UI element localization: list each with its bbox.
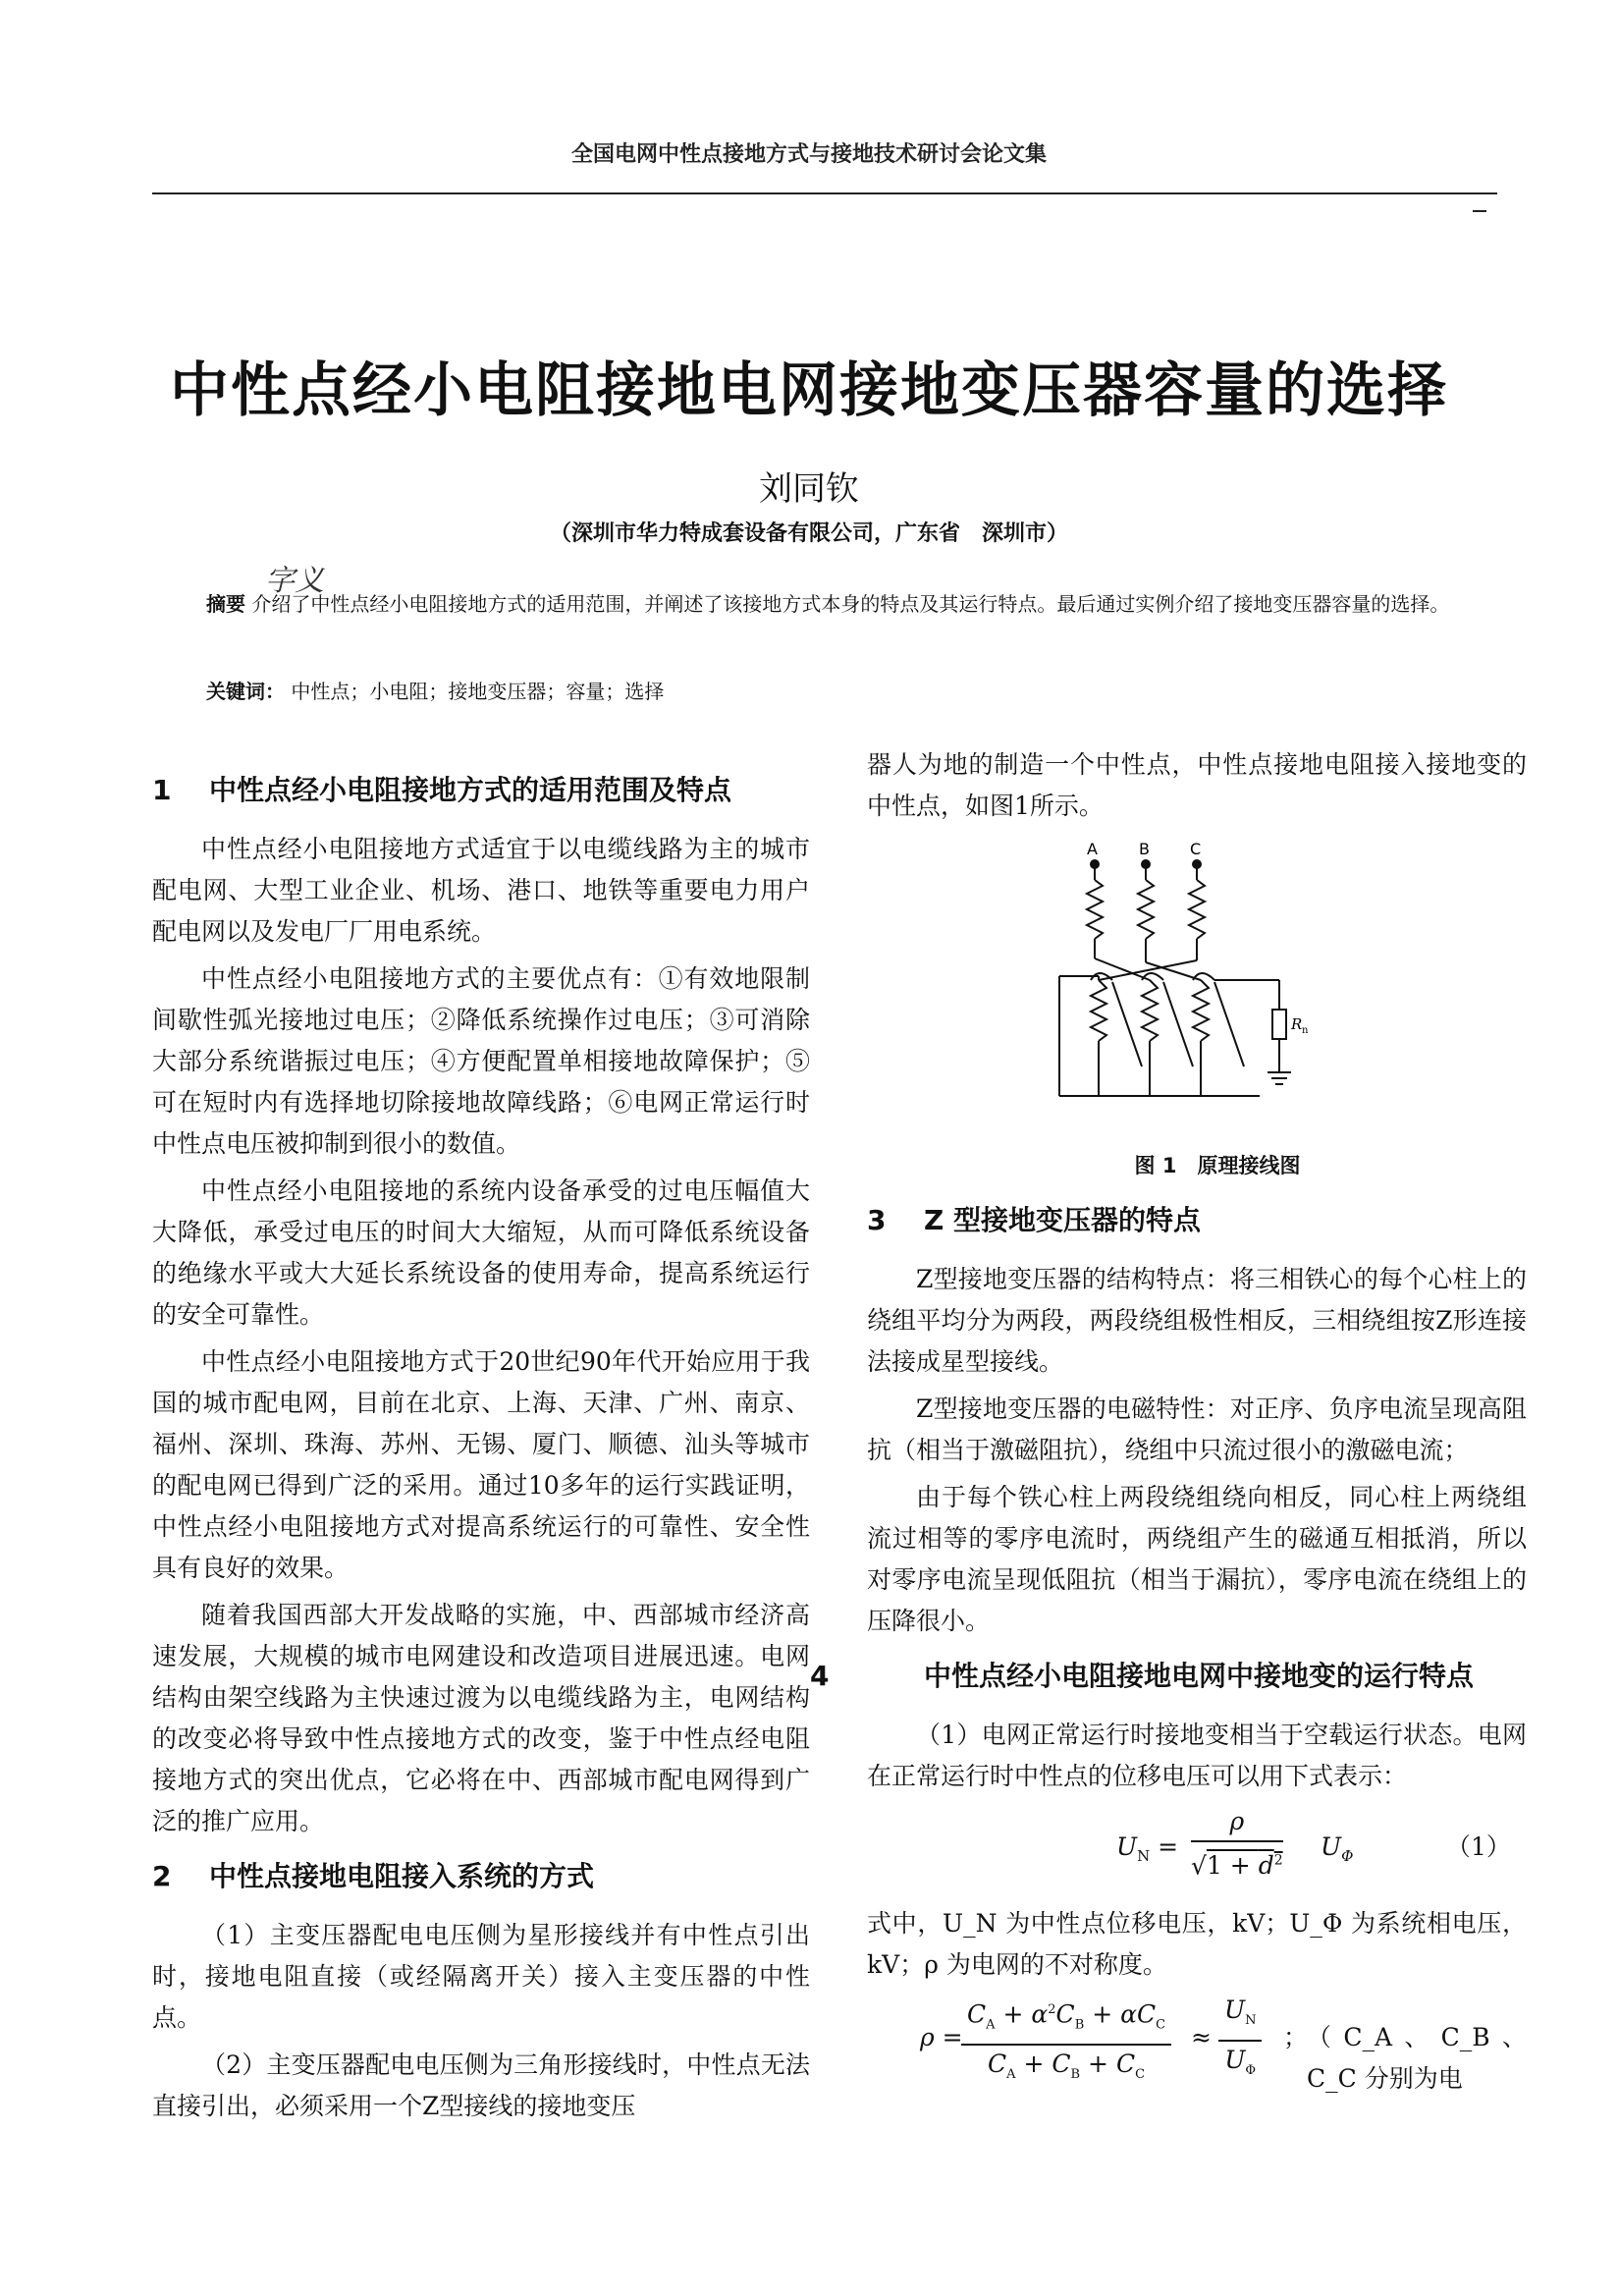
author: 刘同钦 — [759, 469, 859, 509]
section-4-heading: 4 中性点经小电阻接地电网中接地变的运行特点 — [810, 1660, 1475, 1692]
eq2-fraction: $C_A + \alpha^2C_B + \alpha C_C$ $C_A + C_B + C_C$ — [961, 1992, 1171, 2094]
abstract — [206, 585, 1492, 623]
keywords — [206, 676, 1492, 704]
circuit-diagram — [867, 833, 1527, 1145]
eq2-lhs: ρ = — [920, 2023, 963, 2051]
header-rule-tick — [1473, 210, 1486, 212]
eq1-lhs: $U_N$ = — [1116, 1832, 1179, 1865]
abstract-text: 介绍了中性点经小电阻接地方式的适用范围，并阐述了该接地方式本身的特点及其运行特点。最后通过实例介绍了接地变压器容量的选择。 — [251, 592, 1450, 616]
section-1-heading: 1 中性点经小电阻接地方式的适用范围及特点 — [152, 774, 732, 806]
keywords-label: 关键词： — [206, 680, 285, 703]
paragraph: （2）主变压器配电电压侧为三角形接线时，中性点无法直接引出，必须采用一个Z型接线的接地变压 — [152, 2050, 810, 2120]
phase-a-label: A — [1087, 840, 1098, 858]
handwritten-annotation: 字义 — [265, 564, 324, 598]
keywords-text: 中性点；小电阻；接地变压器；容量；选择 — [291, 680, 665, 703]
eq2-ratio: $\frac{U_N}{U_\Phi}$ — [1218, 1992, 1262, 2090]
paragraph: 中性点经小电阻接地的系统内设备承受的过电压幅值大大降低，承受过电压的时间大大缩短，从而可降低系统设备的绝缘水平或大大延长系统设备的使用寿命，提高系统运行的安全可靠性。 — [152, 1176, 810, 1329]
phase-b-label: B — [1139, 840, 1150, 858]
equation-1 — [867, 1803, 1527, 1897]
figure-1-caption: 图 1 原理接线图 — [1134, 1154, 1301, 1177]
paragraph: 中性点经小电阻接地方式于20世纪90年代开始应用于我国的城市配电网，目前在北京、上海、天津、广州、南京、福州、深圳、珠海、苏州、无锡、厦门、顺德、汕头等城市的配电网已得到广泛的采用。通过10多年的运行实践证明，中性点经小电阻接地方式对提高系统运行的可靠性、安全性具有良好的效果。 — [152, 1347, 810, 1582]
resistor-label-subscript: n — [1302, 1025, 1309, 1036]
paragraph-continuation: 器人为地的制造一个中性点，中性点接地电阻接入接地变的中性点，如图1所示。 — [867, 750, 1527, 820]
paragraph: 由于每个铁心柱上两段绕组绕向相反，同心柱上两绕组流过相等的零序电流时，两绕组产生的磁通互相抵消，所以对零序电流呈现低阻抗（相当于漏抗），零序电流在绕组上的压降很小。 — [867, 1483, 1527, 1635]
phase-c-label: C — [1190, 840, 1202, 858]
left-column — [152, 756, 810, 2133]
eq1-rhs: $U_\Phi$ — [1321, 1832, 1354, 1865]
eq2-approx: ≈ — [1191, 2023, 1212, 2051]
paragraph: 随着我国西部大开发战略的实施，中、西部城市经济高速发展，大规模的城市电网建设和改造项目进展迅速。电网结构由架空线路为主快速过渡为以电缆线路为主，电网结构的改变必将导致中性点接地方式的改变，鉴于中性点经电阻接地方式的突出优点，它必将在中、西部城市配电网得到广泛的推广应用。 — [152, 1601, 810, 1835]
paragraph: （1）电网正常运行时接地变相当于空载运行状态。电网在正常运行时中性点的位移电压可以用下式表示： — [867, 1721, 1527, 1790]
running-head: 全国电网中性点接地方式与接地技术研讨会论文集 — [570, 142, 1047, 167]
resistor-label: R — [1291, 1015, 1303, 1033]
paper-title: 中性点经小电阻接地电网接地变压器容量的选择 — [170, 356, 1448, 425]
paragraph: 中性点经小电阻接地方式的主要优点有：①有效地限制间歇性弧光接地过电压；②降低系统操作过电压；③可消除大部分系统谐振过电压；④方便配置单相接地故障保护；⑤可在短时内有选择地切除接地故障线路；⑥电网正常运行时中性点电压被抑制到很小的数值。 — [152, 964, 810, 1158]
paragraph: 式中，U_N 为中性点位移电压，kV；U_Φ 为系统相电压，kV；ρ 为电网的不对称度。 — [867, 1909, 1527, 1979]
paragraph: Z型接地变压器的电磁特性：对正序、负序电流呈现高阻抗（相当于激磁阻抗），绕组中只流过很小的激磁电流； — [867, 1394, 1527, 1464]
paragraph: （1）主变压器配电电压侧为星形接线并有中性点引出时，接地电阻直接（或经隔离开关）接入主变压器的中性点。 — [152, 1921, 810, 2032]
paragraph: Z型接地变压器的结构特点：将三相铁心的每个心柱上的绕组平均分为两段，两段绕组极性相反，三相绕组按Z形连接法接成星型接线。 — [867, 1265, 1527, 1376]
section-2-heading: 2 中性点接地电阻接入系统的方式 — [152, 1860, 595, 1892]
eq2-tail: （C_A、C_B、C_C 分别为电 — [1307, 2023, 1527, 2093]
right-column — [810, 744, 1527, 2093]
section-3-heading: 3 Z 型接地变压器的特点 — [867, 1204, 1202, 1236]
header-rule — [152, 192, 1497, 194]
paragraph: 中性点经小电阻接地方式适宜于以电缆线路为主的城市配电网、大型工业企业、机场、港口、地铁等重要电力用户配电网以及发电厂厂用电系统。 — [152, 835, 810, 946]
abstract-label: 摘要 — [206, 592, 245, 616]
affiliation: （深圳市华力特成套设备有限公司，广东省 深圳市） — [549, 520, 1068, 546]
equation-2 — [867, 1992, 1527, 2093]
eq2-separator: ； — [1283, 2023, 1309, 2051]
eq1-fraction: $\frac{\rho}{√1 + d^2}$ — [1191, 1803, 1283, 1885]
eq1-number: （1） — [1446, 1832, 1511, 1861]
figure-1-circuit-diagram — [867, 833, 1527, 1145]
